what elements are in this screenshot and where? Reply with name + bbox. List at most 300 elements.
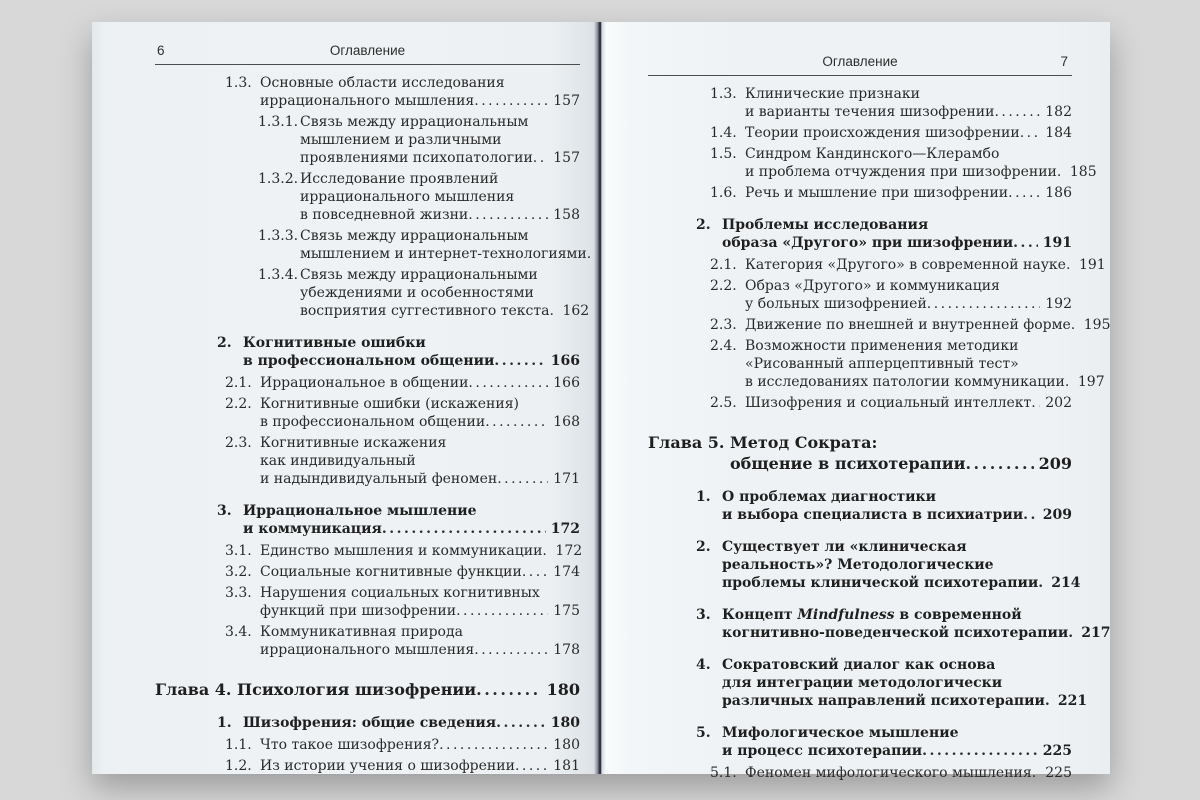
dot-leader — [522, 563, 548, 581]
entry-line — [745, 764, 1072, 782]
entry-line — [745, 145, 1072, 163]
page-ref: 157 — [553, 93, 580, 109]
entry-number: 3.1. — [225, 543, 252, 559]
dot-leader — [497, 470, 548, 488]
entry-number: 2.2. — [710, 278, 737, 294]
entry-number: 1.3.2. — [258, 171, 299, 187]
book-spine-gutter — [594, 22, 606, 774]
page-ref: 166 — [550, 353, 580, 369]
entry-line — [237, 679, 580, 700]
entry-number: 3. — [696, 607, 711, 623]
entry-line — [722, 692, 1088, 710]
page-ref: 172 — [550, 521, 580, 537]
entry-body — [745, 124, 1072, 142]
entry-line — [260, 563, 580, 581]
page-ref: 221 — [1057, 693, 1088, 709]
entry-line — [745, 103, 1072, 121]
entry-number: 2.2. — [225, 396, 252, 412]
dot-leader — [994, 103, 1040, 121]
entry-number: 1.3.4. — [258, 267, 299, 283]
page-ref: 171 — [553, 471, 580, 487]
entry-text: Теории происхождения шизофрении — [745, 125, 1020, 141]
toc-entry — [155, 502, 580, 538]
toc-entry — [648, 124, 1072, 142]
entry-body — [300, 266, 590, 320]
entry-line — [722, 574, 1081, 592]
entry-line — [300, 188, 580, 206]
entry-body — [722, 724, 1072, 760]
entry-text: Иррациональное мышление — [243, 503, 477, 519]
entry-number: 2. — [217, 335, 232, 351]
entry-line — [260, 602, 580, 620]
entry-text: Клинические признаки — [745, 86, 920, 102]
running-header-left — [155, 42, 580, 65]
entry-line — [722, 556, 1072, 574]
entry-text: в повседневной жизни — [300, 207, 469, 223]
entry-line — [745, 163, 1097, 181]
entry-text: Существует ли «клиническая — [722, 539, 967, 555]
entry-body — [300, 227, 587, 263]
page-ref: 186 — [1045, 185, 1072, 201]
toc-entry — [155, 170, 580, 224]
entry-number: 3.4. — [225, 624, 252, 640]
entry-body — [745, 85, 1072, 121]
entry-text: мышлением и различными — [300, 132, 502, 148]
page-ref: 197 — [1077, 374, 1105, 390]
entry-body — [243, 502, 580, 538]
dot-leader — [1013, 234, 1038, 252]
entry-line — [730, 432, 1072, 453]
dot-leader — [542, 542, 550, 560]
entry-text: Речь и мышление при шизофрении — [745, 185, 1009, 201]
entry-number: 1.5. — [710, 146, 737, 162]
page-ref: 172 — [555, 543, 583, 559]
entry-body — [260, 374, 580, 392]
entry-line — [722, 742, 1072, 760]
entry-text: когнитивно-поведенческой психотерапии — [722, 625, 1069, 641]
toc-entry — [155, 266, 590, 320]
page-ref: 180 — [553, 737, 580, 753]
entry-number: 2.3. — [225, 435, 252, 451]
toc-entry — [648, 764, 1072, 782]
dot-leader — [439, 736, 548, 754]
entry-body — [745, 394, 1072, 412]
entry-number: 1.3. — [710, 86, 737, 102]
dot-leader — [1065, 373, 1073, 391]
entry-text: Психология шизофрении — [237, 680, 477, 699]
toc-entry — [648, 277, 1072, 313]
toc-entry — [155, 584, 580, 620]
entry-text: для интеграции методологически — [722, 675, 1003, 691]
toc-entry — [155, 74, 580, 110]
entry-text: Метод Сократа: — [730, 433, 878, 452]
entry-text: и коммуникация — [243, 521, 382, 537]
toc-entry — [155, 334, 580, 370]
entry-body — [260, 542, 583, 560]
entry-text: Возможности применения методики — [745, 338, 1019, 354]
page-ref: 195 — [1083, 317, 1111, 333]
entry-body — [260, 434, 580, 488]
entry-number: 2.5. — [710, 395, 737, 411]
entry-line — [300, 113, 580, 131]
page-ref: 191 — [1042, 235, 1072, 251]
entry-line — [300, 266, 580, 284]
page-ref: 185 — [1069, 164, 1097, 180]
entry-number: 3.3. — [225, 585, 252, 601]
dot-leader — [456, 602, 548, 620]
entry-text: и проблема отчуждения при шизофрении — [745, 164, 1057, 180]
entry-line — [745, 85, 1072, 103]
running-header-right — [648, 53, 1072, 76]
dot-leader — [382, 520, 546, 538]
dot-leader — [1068, 624, 1076, 642]
toc-entry — [648, 432, 1072, 474]
toc-entry — [648, 337, 1105, 391]
entry-line — [260, 413, 580, 431]
dot-leader — [1020, 124, 1041, 142]
page-ref: 182 — [1045, 104, 1072, 120]
entry-number: 1. — [696, 489, 711, 505]
entry-line — [722, 656, 1072, 674]
entry-line — [722, 624, 1111, 642]
entry-line — [722, 674, 1072, 692]
entry-body — [260, 74, 580, 110]
dot-leader — [515, 757, 548, 775]
entry-text: Образ «Другого» и коммуникация — [745, 278, 1000, 294]
page-ref: 191 — [1078, 257, 1106, 273]
page-ref: 209 — [1038, 454, 1072, 473]
entry-line — [745, 373, 1105, 391]
entry-body — [745, 277, 1072, 313]
entry-line — [260, 434, 580, 452]
toc-entry — [648, 85, 1072, 121]
toc-entry — [155, 714, 580, 732]
entry-text: Связь между иррациональным — [300, 228, 529, 244]
dot-leader — [1023, 506, 1038, 524]
entry-line — [300, 170, 580, 188]
entry-body — [722, 216, 1072, 252]
entry-body — [745, 256, 1106, 274]
toc-entry — [155, 542, 583, 560]
entry-body — [745, 316, 1111, 334]
entry-number: 2. — [696, 539, 711, 555]
dot-leader — [1032, 764, 1041, 782]
entry-text: Шизофрения и социальный интеллект — [745, 395, 1032, 411]
toc-entry — [648, 724, 1072, 760]
page-ref: 209 — [1042, 507, 1072, 523]
entry-body — [722, 538, 1081, 592]
dot-leader — [1066, 256, 1074, 274]
dot-leader — [468, 374, 548, 392]
entry-line — [300, 149, 580, 167]
entry-line — [722, 234, 1072, 252]
entry-text: и варианты течения шизофрении — [745, 104, 995, 120]
entry-number: 3. — [217, 503, 232, 519]
toc-entry — [155, 227, 587, 263]
entry-line — [260, 374, 580, 392]
toc-list-left — [155, 74, 590, 775]
dot-leader — [1071, 316, 1079, 334]
entry-line — [745, 124, 1072, 142]
entry-text: функций при шизофрении — [260, 603, 457, 619]
entry-body — [722, 656, 1088, 710]
entry-text: проблемы клинической психотерапии — [722, 575, 1039, 591]
entry-line — [300, 245, 587, 263]
page-ref: 180 — [546, 680, 580, 699]
entry-text: Шизофрения: общие сведения — [243, 715, 497, 731]
entry-line — [260, 641, 580, 659]
toc-entry — [155, 395, 580, 431]
entry-number: 2. — [696, 217, 711, 233]
entry-text: Единство мышления и коммуникации — [260, 543, 543, 559]
entry-body — [243, 334, 580, 370]
entry-line — [745, 394, 1072, 412]
entry-text: иррационального мышления — [260, 642, 475, 658]
entry-body — [745, 764, 1072, 782]
entry-line — [300, 206, 580, 224]
dot-leader — [496, 714, 546, 732]
dot-leader — [549, 302, 557, 320]
dot-leader — [468, 206, 548, 224]
page-number-left: 6 — [157, 43, 165, 58]
toc-entry — [648, 606, 1111, 642]
entry-line — [745, 277, 1072, 295]
entry-text: Когнитивные ошибки (искажения) — [260, 396, 520, 412]
entry-line — [243, 334, 580, 352]
entry-text: «Рисованный апперцептивный тест» — [745, 356, 1019, 372]
entry-text: Когнитивные искажения — [260, 435, 447, 451]
toc-entry — [648, 184, 1072, 202]
page-ref: 225 — [1042, 743, 1072, 759]
page-ref: 217 — [1081, 625, 1111, 641]
dot-leader — [485, 413, 548, 431]
page-ref: 192 — [1045, 296, 1072, 312]
dot-leader — [922, 742, 1038, 760]
entry-number: Глава 5. — [648, 433, 725, 452]
entry-text: у больных шизофренией — [745, 296, 927, 312]
entry-text: Проблемы исследования — [722, 217, 929, 233]
entry-line — [260, 452, 580, 470]
entry-text: как индивидуальный — [260, 453, 416, 469]
entry-number: 2.1. — [710, 257, 737, 273]
entry-text: восприятия суггестивного текста — [300, 303, 550, 319]
entry-text: в профессиональном общении — [243, 353, 495, 369]
dot-leader — [1038, 574, 1046, 592]
entry-line — [243, 714, 580, 732]
entry-line — [300, 302, 590, 320]
dot-leader — [1057, 163, 1065, 181]
entry-body — [745, 184, 1072, 202]
entry-body — [745, 337, 1105, 391]
entry-body — [745, 145, 1097, 181]
entry-text: Синдром Кандинского—Клерамбо — [745, 146, 1000, 162]
page-ref: 162 — [562, 303, 590, 319]
dot-leader — [474, 92, 548, 110]
dot-leader — [533, 149, 548, 167]
entry-text: Категория «Другого» в современной науке — [745, 257, 1066, 273]
entry-text: Социальные когнитивные функции — [260, 564, 522, 580]
toc-entry — [155, 757, 580, 775]
dot-leader — [965, 453, 1033, 474]
entry-text: Сократовский диалог как основа — [722, 657, 996, 673]
toc-entry — [648, 316, 1111, 334]
entry-number: 4. — [696, 657, 711, 673]
toc-entry — [155, 563, 580, 581]
entry-number: 1.2. — [225, 758, 252, 774]
entry-text: различных направлений психотерапии — [722, 693, 1045, 709]
toc-entry — [648, 394, 1072, 412]
entry-text-part: в современной — [894, 607, 1022, 623]
entry-number: 1.1. — [225, 737, 252, 753]
page-ref: 157 — [553, 150, 580, 166]
entry-text: Коммуникативная природа — [260, 624, 463, 640]
entry-line — [745, 355, 1072, 373]
entry-line — [260, 395, 580, 413]
entry-text: реальность»? Методологические — [722, 557, 994, 573]
page-ref: 225 — [1045, 765, 1072, 781]
page-number-right: 7 — [1060, 54, 1068, 69]
entry-line — [260, 736, 580, 754]
entry-line — [243, 502, 580, 520]
entry-text: Исследование проявлений — [300, 171, 499, 187]
dot-leader — [927, 295, 1040, 313]
entry-body — [730, 432, 1072, 474]
entry-text: Связь между иррациональными — [300, 267, 538, 283]
entry-text: иррационального мышления — [300, 189, 515, 205]
entry-text: Из истории учения о шизофрении — [260, 758, 515, 774]
page-ref: 175 — [553, 603, 580, 619]
entry-body — [260, 623, 580, 659]
toc-entry — [648, 145, 1097, 181]
entry-line — [722, 216, 1072, 234]
toc-list-right — [648, 85, 1111, 782]
entry-number: 2.4. — [710, 338, 737, 354]
entry-number: 1.3.3. — [258, 228, 299, 244]
running-title-left: Оглавление — [329, 43, 406, 58]
page-ref: 214 — [1051, 575, 1081, 591]
toc-entry — [648, 656, 1088, 710]
entry-line — [745, 184, 1072, 202]
entry-text — [722, 607, 1022, 623]
toc-entry — [648, 488, 1072, 524]
entry-number: 1.3.1. — [258, 114, 299, 130]
entry-line — [260, 542, 583, 560]
entry-body — [237, 679, 580, 700]
entry-text: и процесс психотерапии — [722, 743, 923, 759]
entry-number: 2.1. — [225, 375, 252, 391]
entry-line — [745, 337, 1072, 355]
dot-leader — [1031, 394, 1040, 412]
entry-body — [260, 757, 580, 775]
entry-body — [243, 714, 580, 732]
entry-number: 5.1. — [710, 765, 737, 781]
entry-text: Связь между иррациональным — [300, 114, 529, 130]
page-ref: 181 — [553, 758, 580, 774]
entry-body — [300, 170, 580, 224]
entry-text: и выбора специалиста в психиатрии — [722, 507, 1024, 523]
dot-leader — [1045, 692, 1053, 710]
entry-text: Что такое шизофрения? — [260, 737, 440, 753]
dot-leader — [1008, 184, 1040, 202]
entry-line — [260, 757, 580, 775]
entry-line — [260, 92, 580, 110]
entry-line — [300, 227, 580, 245]
entry-body — [260, 563, 580, 581]
page-ref: 158 — [553, 207, 580, 223]
entry-text: Когнитивные ошибки — [243, 335, 426, 351]
dot-leader — [494, 352, 545, 370]
page-ref: 180 — [550, 715, 580, 731]
entry-text: Движение по внешней и внутренней форме — [745, 317, 1071, 333]
toc-entry — [155, 679, 580, 700]
entry-text: иррационального мышления — [260, 93, 475, 109]
entry-body — [722, 606, 1111, 642]
entry-text: в профессиональном общении — [260, 414, 486, 430]
entry-line — [243, 520, 580, 538]
entry-line — [722, 506, 1072, 524]
entry-text: Иррациональное в общении — [260, 375, 469, 391]
entry-body — [260, 736, 580, 754]
entry-number: 1.3. — [225, 75, 252, 91]
entry-body — [260, 395, 580, 431]
entry-line — [260, 470, 580, 488]
entry-number: 1.6. — [710, 185, 737, 201]
book-page-right — [600, 22, 1111, 781]
entry-line — [260, 584, 580, 602]
entry-text: О проблемах диагностики — [722, 489, 937, 505]
page-ref: 202 — [1045, 395, 1072, 411]
entry-line — [722, 724, 1072, 742]
entry-line — [745, 316, 1111, 334]
page-ref: 168 — [553, 414, 580, 430]
toc-entry — [155, 434, 580, 488]
toc-entry — [155, 374, 580, 392]
entry-number: 3.2. — [225, 564, 252, 580]
page-ref: 174 — [553, 564, 580, 580]
entry-line — [722, 488, 1072, 506]
entry-text: Мифологическое мышление — [722, 725, 959, 741]
dot-leader — [476, 679, 541, 700]
entry-number: 1. — [217, 715, 232, 731]
entry-line — [260, 74, 580, 92]
page-ref: 166 — [553, 375, 580, 391]
toc-entry — [155, 113, 580, 167]
entry-number: 1.4. — [710, 125, 737, 141]
entry-text: и надындивидуальный феномен — [260, 471, 498, 487]
book-page-left — [92, 22, 600, 774]
entry-line — [260, 623, 580, 641]
entry-line — [722, 538, 1072, 556]
running-title-right: Оглавление — [822, 54, 898, 69]
entry-line — [745, 256, 1106, 274]
entry-number: 5. — [696, 725, 711, 741]
entry-body — [722, 488, 1072, 524]
entry-line — [745, 295, 1072, 313]
toc-entry — [648, 216, 1072, 252]
entry-text: Феномен мифологического мышления — [745, 765, 1032, 781]
entry-text-part: Концепт — [722, 607, 798, 623]
entry-body — [300, 113, 580, 167]
entry-text: убеждениями и особенностями — [300, 285, 534, 301]
entry-line — [730, 453, 1072, 474]
toc-entry — [155, 736, 580, 754]
entry-number: Глава 4. — [155, 680, 232, 699]
dot-leader — [474, 641, 548, 659]
entry-text: мышлением и интернет-технологиями — [300, 246, 587, 262]
entry-text: Основные области исследования — [260, 75, 505, 91]
entry-text: общение в психотерапии — [730, 454, 966, 473]
entry-number: 2.3. — [710, 317, 737, 333]
